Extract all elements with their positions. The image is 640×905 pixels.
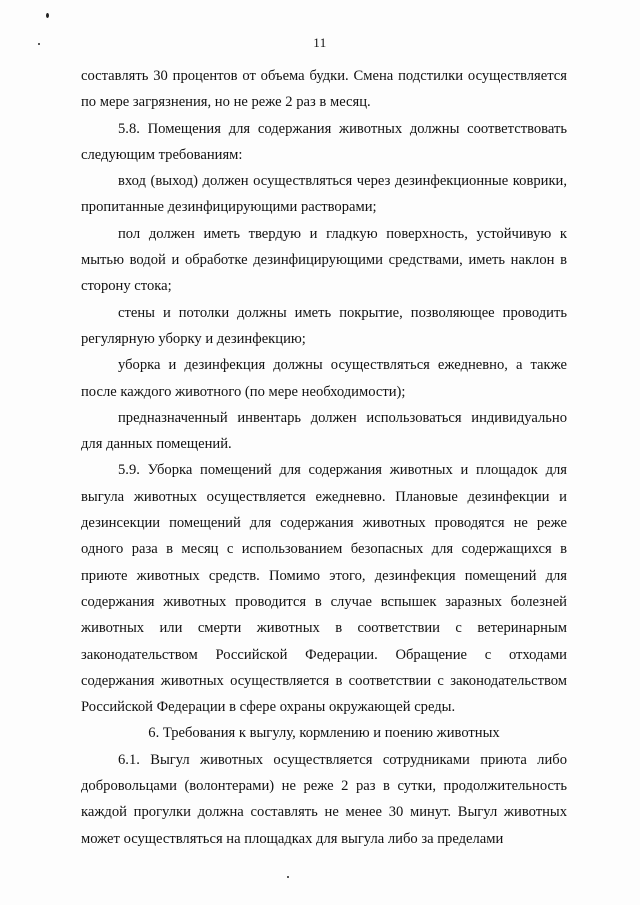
requirement-floor: пол должен иметь твердую и гладкую поверхность, устойчивую к мытью водой и обработке дезинфицирующими средствами, иметь наклон в сторону стока; xyxy=(81,225,567,295)
requirement-entrance: вход (выход) должен осуществляться через дезинфекционные коврики, пропитанные дезинфицирующими растворами; xyxy=(81,173,567,216)
paragraph-continuation: составлять 30 процентов от объема будки. Смена подстилки осуществляется по мере загрязнения, но не реже 2 раз в месяц. xyxy=(81,68,567,111)
section-heading: 6. Требования к выгулу, кормлению и поению животных xyxy=(148,725,500,742)
document-body xyxy=(81,63,567,852)
paragraph-5-9: 5.9. Уборка помещений для содержания животных и площадок для выгула животных осуществляется ежедневно. Плановые дезинфекции и дезинсекции помещений для содержания животных проводятся не реже одного раза в месяц с использованием безопасных для содержащихся в приюте животных средств. Помимо этого, дезинфекция помещений для содержания животных проводится в случае вспышек заразных болезней животных или смерти животных в соответствии с ветеринарным законодательством Российской Федерации. Обращение с отходами содержания животных осуществляется в соответствии с законодательством Российской Федерации в сфере охраны окружающей среды. xyxy=(81,462,567,716)
requirement-cleaning: уборка и дезинфекция должны осуществляться ежедневно, а также после каждого животного (по мере необходимости); xyxy=(81,357,567,400)
scan-speck xyxy=(46,13,49,18)
paragraph-6-1: 6.1. Выгул животных осуществляется сотрудниками приюта либо добровольцами (волонтерами) не реже 2 раз в сутки, продолжительность каждой прогулки должна составлять не менее 30 минут. Выгул животных может осуществляться на площадках для выгула либо за пределами xyxy=(81,751,567,847)
page-number: 11 xyxy=(313,35,327,50)
paragraph-5-8: 5.8. Помещения для содержания животных должны соответствовать следующим требованиям: xyxy=(81,120,567,163)
requirement-inventory: предназначенный инвентарь должен использоваться индивидуально для данных помещений. xyxy=(81,409,567,453)
scan-speck xyxy=(287,876,289,878)
requirement-walls: стены и потолки должны иметь покрытие, позволяющее проводить регулярную уборку и дезинфекцию; xyxy=(81,304,567,347)
